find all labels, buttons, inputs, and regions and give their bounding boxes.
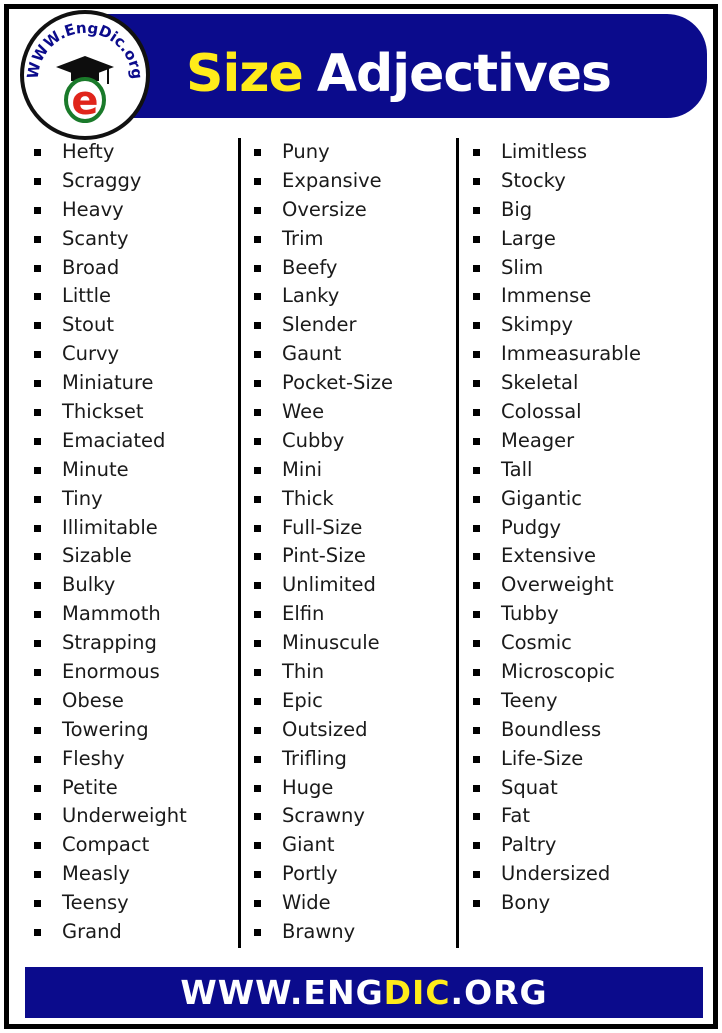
adjective-text: Puny: [282, 140, 330, 163]
list-item: [473, 340, 641, 369]
list-item: [473, 658, 641, 687]
list-item: [254, 485, 393, 514]
bullet-icon: [34, 438, 41, 445]
adjective-text: Microscopic: [501, 660, 615, 684]
list-item: [34, 542, 187, 571]
list-item: [34, 254, 187, 283]
list-item: [34, 745, 187, 774]
bullet-icon: [254, 236, 261, 243]
adjective-text: Tall: [501, 457, 533, 481]
bullet-icon: [473, 611, 480, 618]
bullet-icon: [473, 553, 480, 560]
list-item: [34, 340, 187, 369]
adjective-text: Trifling: [282, 746, 347, 770]
list-item: [254, 687, 393, 716]
adjective-column-2: [254, 138, 393, 947]
footer-url-part2: DIC: [383, 973, 451, 1012]
adjective-text: Thick: [282, 486, 334, 510]
list-item: [34, 282, 187, 311]
list-item: [34, 774, 187, 803]
list-item: [254, 398, 393, 427]
list-item: [34, 311, 187, 340]
bullet-icon: [473, 322, 480, 329]
adjective-text: Overweight: [501, 573, 614, 597]
bullet-icon: [254, 322, 261, 329]
adjective-text: Giant: [282, 833, 335, 857]
adjective-text: Squat: [501, 775, 558, 799]
list-item: [34, 196, 187, 225]
adjective-text: Immeasurable: [501, 342, 641, 366]
adjective-text: Gaunt: [282, 342, 342, 366]
bullet-icon: [254, 496, 261, 503]
list-item: [34, 456, 187, 485]
list-item: [473, 629, 641, 658]
adjective-text: Slim: [501, 255, 544, 279]
list-item: [473, 802, 641, 831]
bullet-icon: [254, 178, 261, 185]
list-item: [34, 687, 187, 716]
column-divider-2: [456, 138, 459, 948]
footer-url-part3: .ORG: [450, 973, 548, 1012]
bullet-icon: [473, 842, 480, 849]
bullet-icon: [473, 525, 480, 532]
list-item: [473, 254, 641, 283]
adjective-text: Sizable: [62, 544, 132, 568]
site-logo[interactable]: [20, 10, 150, 140]
bullet-icon: [473, 149, 480, 156]
list-item: [34, 600, 187, 629]
list-item: [254, 745, 393, 774]
adjective-text: Wide: [282, 891, 331, 915]
list-item: [473, 427, 641, 456]
bullet-icon: [34, 756, 41, 763]
list-item: [254, 167, 393, 196]
list-item: [34, 889, 187, 918]
bullet-icon: [254, 698, 261, 705]
bullet-icon: [34, 640, 41, 647]
list-item: [473, 571, 641, 600]
bullet-icon: [34, 871, 41, 878]
list-item: [254, 542, 393, 571]
bullet-icon: [34, 409, 41, 416]
adjective-text: Colossal: [501, 400, 582, 424]
bullet-icon: [254, 380, 261, 387]
list-item: [254, 831, 393, 860]
list-item: [473, 831, 641, 860]
bullet-icon: [34, 929, 41, 936]
list-item: [473, 369, 641, 398]
bullet-icon: [254, 467, 261, 474]
bullet-icon: [254, 727, 261, 734]
list-item: [254, 340, 393, 369]
list-item: [34, 427, 187, 456]
bullet-icon: [34, 322, 41, 329]
bullet-icon: [34, 149, 41, 156]
bullet-icon: [254, 756, 261, 763]
adjective-text: Strapping: [62, 631, 157, 655]
adjective-text: Portly: [282, 862, 338, 886]
adjective-text: Bulky: [62, 573, 116, 597]
bullet-icon: [34, 293, 41, 300]
list-item: [254, 282, 393, 311]
adjective-text: Mammoth: [62, 602, 161, 626]
bullet-icon: [254, 525, 261, 532]
bullet-icon: [254, 900, 261, 907]
bullet-icon: [34, 553, 41, 560]
list-item: [254, 138, 393, 167]
bullet-icon: [473, 871, 480, 878]
bullet-icon: [254, 149, 261, 156]
list-item: [34, 716, 187, 745]
adjective-text: Paltry: [501, 833, 557, 857]
title-word-size: Size: [186, 44, 303, 104]
footer-url-banner[interactable]: [25, 967, 703, 1018]
list-item: [34, 658, 187, 687]
footer-url-part1: WWW.ENG: [180, 973, 384, 1012]
adjective-text: Scrawny: [282, 804, 365, 828]
adjective-text: Epic: [282, 688, 323, 712]
bullet-icon: [254, 611, 261, 618]
list-item: [254, 889, 393, 918]
bullet-icon: [473, 438, 480, 445]
bullet-icon: [473, 178, 480, 185]
adjective-text: Gigantic: [501, 486, 582, 510]
list-item: [473, 282, 641, 311]
list-item: [473, 456, 641, 485]
bullet-icon: [254, 871, 261, 878]
adjective-column-1: [34, 138, 187, 947]
list-item: [34, 167, 187, 196]
bullet-icon: [254, 813, 261, 820]
adjective-text: Minute: [62, 457, 129, 481]
adjective-text: Minuscule: [282, 631, 380, 655]
adjective-text: Little: [62, 284, 111, 308]
adjective-text: Oversize: [282, 197, 367, 221]
list-item: [254, 311, 393, 340]
list-item: [254, 456, 393, 485]
bullet-icon: [473, 669, 480, 676]
adjective-text: Elfin: [282, 602, 325, 626]
bullet-icon: [34, 525, 41, 532]
bullet-icon: [254, 929, 261, 936]
adjective-text: Curvy: [62, 342, 120, 366]
list-item: [254, 918, 393, 947]
bullet-icon: [254, 553, 261, 560]
column-divider-1: [238, 138, 241, 948]
adjective-text: Towering: [62, 717, 149, 741]
bullet-icon: [254, 785, 261, 792]
list-item: [34, 918, 187, 947]
adjective-text: Fat: [501, 804, 531, 828]
list-item: [254, 225, 393, 254]
adjective-text: Pudgy: [501, 515, 562, 539]
list-item: [254, 774, 393, 803]
bullet-icon: [254, 842, 261, 849]
bullet-icon: [473, 727, 480, 734]
adjective-text: Enormous: [62, 660, 160, 684]
list-item: [473, 716, 641, 745]
bullet-icon: [34, 669, 41, 676]
bullet-icon: [34, 900, 41, 907]
title-word-adjectives: Adjectives: [316, 44, 611, 104]
adjective-text: Grand: [62, 920, 122, 944]
bullet-icon: [473, 380, 480, 387]
adjective-text: Full-Size: [282, 515, 363, 539]
list-item: [473, 600, 641, 629]
bullet-icon: [254, 640, 261, 647]
adjective-text: Expansive: [282, 168, 382, 192]
adjective-text: Thin: [282, 660, 325, 684]
list-item: [473, 398, 641, 427]
list-item: [473, 745, 641, 774]
bullet-icon: [473, 756, 480, 763]
list-item: [254, 716, 393, 745]
adjective-text: Scraggy: [62, 168, 142, 192]
list-item: [34, 860, 187, 889]
bullet-icon: [34, 727, 41, 734]
adjective-text: Brawny: [282, 920, 356, 944]
list-item: [254, 802, 393, 831]
bullet-icon: [254, 351, 261, 358]
bullet-icon: [473, 236, 480, 243]
list-item: [254, 254, 393, 283]
adjective-text: Compact: [62, 833, 150, 857]
adjective-text: Pint-Size: [282, 544, 366, 568]
list-item: [473, 485, 641, 514]
list-item: [473, 196, 641, 225]
adjective-text: Cubby: [282, 428, 345, 452]
bullet-icon: [254, 669, 261, 676]
adjective-column-3: [473, 138, 641, 918]
list-item: [34, 369, 187, 398]
bullet-icon: [473, 409, 480, 416]
list-item: [34, 629, 187, 658]
adjective-text: Tiny: [62, 486, 103, 510]
adjective-text: Hefty: [62, 140, 115, 163]
adjective-text: Emaciated: [62, 428, 166, 452]
adjective-text: Teeny: [501, 688, 558, 712]
page-title: [186, 34, 611, 114]
adjective-text: Huge: [282, 775, 334, 799]
bullet-icon: [473, 813, 480, 820]
list-item: [254, 369, 393, 398]
bullet-icon: [34, 611, 41, 618]
adjective-text: Broad: [62, 255, 120, 279]
adjective-text: Heavy: [62, 197, 124, 221]
bullet-icon: [473, 293, 480, 300]
logo-letter-e: e: [71, 78, 99, 124]
list-item: [473, 514, 641, 543]
bullet-icon: [34, 785, 41, 792]
bullet-icon: [473, 698, 480, 705]
list-item: [254, 629, 393, 658]
adjective-text: Lanky: [282, 284, 340, 308]
bullet-icon: [254, 438, 261, 445]
adjective-text: Cosmic: [501, 631, 572, 655]
bullet-icon: [34, 467, 41, 474]
bullet-icon: [34, 813, 41, 820]
bullet-icon: [473, 265, 480, 272]
adjective-text: Pocket-Size: [282, 371, 394, 395]
adjective-text: Scanty: [62, 226, 129, 250]
list-item: [34, 514, 187, 543]
adjective-text: Boundless: [501, 717, 602, 741]
adjective-text: Petite: [62, 775, 118, 799]
bullet-icon: [254, 207, 261, 214]
list-item: [254, 860, 393, 889]
bullet-icon: [473, 351, 480, 358]
adjective-text: Extensive: [501, 544, 596, 568]
bullet-icon: [254, 293, 261, 300]
list-item: [473, 889, 641, 918]
adjective-text: Illimitable: [62, 515, 158, 539]
list-item: [34, 225, 187, 254]
adjective-text: Underweight: [62, 804, 187, 828]
adjective-text: Obese: [62, 688, 124, 712]
adjective-text: Miniature: [62, 371, 154, 395]
list-item: [34, 571, 187, 600]
adjective-text: Life-Size: [501, 746, 584, 770]
list-item: [254, 427, 393, 456]
list-item: [34, 138, 187, 167]
adjective-text: Immense: [501, 284, 592, 308]
adjective-text: Measly: [62, 862, 130, 886]
adjective-text: Meager: [501, 428, 575, 452]
bullet-icon: [473, 496, 480, 503]
logo-graphic: [24, 14, 146, 136]
adjective-text: Outsized: [282, 717, 368, 741]
list-item: [473, 138, 641, 167]
bullet-icon: [473, 582, 480, 589]
list-item: [34, 485, 187, 514]
adjective-text: Big: [501, 197, 533, 221]
bullet-icon: [34, 842, 41, 849]
list-item: [473, 225, 641, 254]
adjective-text: Stout: [62, 313, 114, 337]
bullet-icon: [473, 785, 480, 792]
adjective-text: Teensy: [62, 891, 129, 915]
bullet-icon: [34, 178, 41, 185]
adjective-text: Bony: [501, 891, 551, 915]
bullet-icon: [473, 467, 480, 474]
list-item: [473, 774, 641, 803]
list-item: [473, 167, 641, 196]
adjective-text: Skimpy: [501, 313, 574, 337]
list-item: [34, 802, 187, 831]
bullet-icon: [34, 236, 41, 243]
bullet-icon: [34, 207, 41, 214]
adjective-text: Unlimited: [282, 573, 376, 597]
bullet-icon: [34, 698, 41, 705]
adjective-text: Trim: [282, 226, 324, 250]
adjective-text: Beefy: [282, 255, 338, 279]
logo-text: WWW.EngDic.org: [24, 18, 146, 81]
adjective-text: Undersized: [501, 862, 611, 886]
bullet-icon: [473, 640, 480, 647]
bullet-icon: [254, 582, 261, 589]
bullet-icon: [473, 900, 480, 907]
adjective-text: Slender: [282, 313, 357, 337]
adjective-text: Stocky: [501, 168, 566, 192]
list-item: [254, 514, 393, 543]
list-item: [254, 196, 393, 225]
adjective-text: Tubby: [501, 602, 559, 626]
list-item: [254, 658, 393, 687]
list-item: [473, 860, 641, 889]
bullet-icon: [34, 582, 41, 589]
list-item: [473, 311, 641, 340]
list-item: [473, 542, 641, 571]
adjective-text: Thickset: [62, 400, 144, 424]
list-item: [34, 831, 187, 860]
adjective-text: Large: [501, 226, 556, 250]
bullet-icon: [473, 207, 480, 214]
bullet-icon: [34, 351, 41, 358]
list-item: [254, 571, 393, 600]
list-item: [473, 687, 641, 716]
adjective-text: Wee: [282, 400, 325, 424]
adjective-text: Fleshy: [62, 746, 125, 770]
bullet-icon: [34, 496, 41, 503]
bullet-icon: [34, 380, 41, 387]
list-item: [34, 398, 187, 427]
list-item: [254, 600, 393, 629]
adjective-text: Mini: [282, 457, 323, 481]
bullet-icon: [34, 265, 41, 272]
adjective-text: Limitless: [501, 140, 588, 163]
adjective-text: Skeletal: [501, 371, 579, 395]
bullet-icon: [254, 409, 261, 416]
bullet-icon: [254, 265, 261, 272]
